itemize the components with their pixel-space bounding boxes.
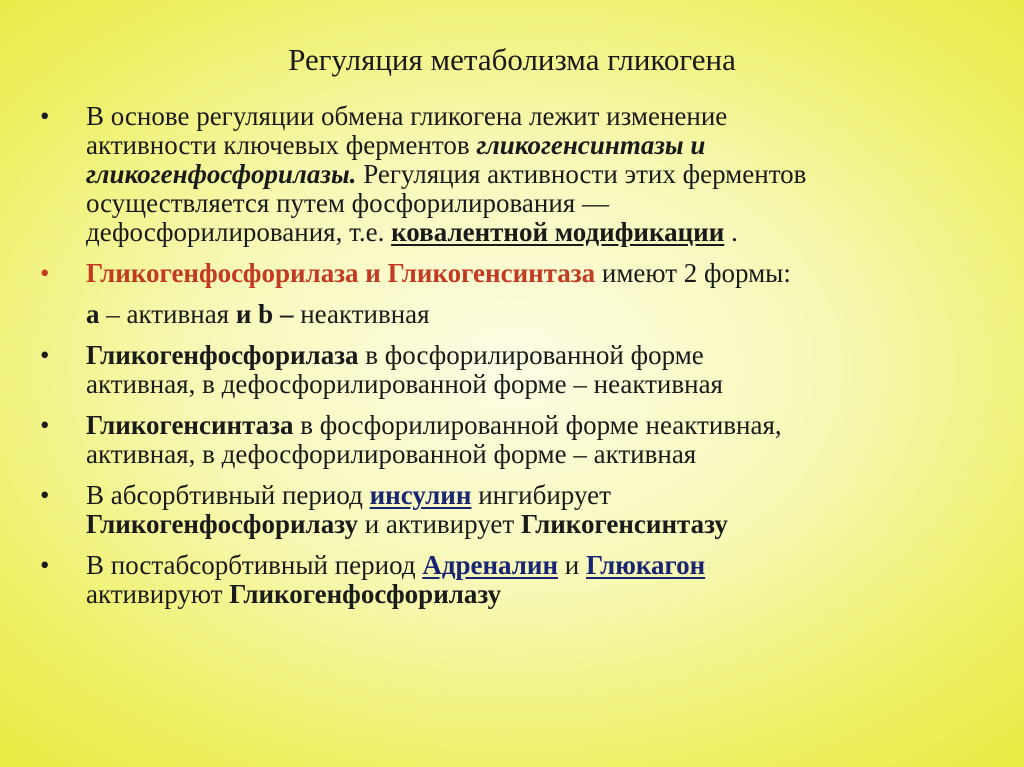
text: в фосфорилированной форме неактивная,	[293, 410, 782, 440]
enzyme-name: гликогенсинтазы и	[476, 130, 706, 160]
bullet-item-synthase	[0, 411, 1024, 469]
enzyme-name: Гликогенфосфорилазу	[86, 509, 358, 539]
enzymes-highlight: Гликогенфосфорилаза и Гликогенсинтаза	[86, 258, 596, 288]
covalent-modification-term: ковалентной модификации	[391, 217, 725, 247]
bullet-dot: •	[40, 258, 50, 288]
text: в фосфорилированной форме	[358, 340, 704, 370]
text: осуществляется путем фосфорилирования —	[86, 188, 609, 218]
form-a-label: а	[86, 299, 100, 329]
text: – активная	[99, 299, 236, 329]
text: активная, в дефосфорилированной форме – активная	[86, 439, 697, 469]
text: дефосфорилирования, т.е.	[86, 217, 392, 247]
slide-title: Регуляция метаболизма гликогена	[288, 42, 736, 77]
bullet-item-phosphorylase	[0, 341, 1024, 399]
form-b-label: b –	[251, 299, 294, 329]
adrenaline-link[interactable]: Адреналин	[422, 550, 559, 580]
text: В постабсорбтивный период	[86, 550, 423, 580]
bullet-dot: •	[40, 101, 50, 131]
enzyme-name: Гликогенфосфорилаза	[86, 340, 359, 370]
enzyme-name: гликогенфосфорилазы.	[86, 159, 357, 189]
text: Регуляция активности этих ферментов	[356, 159, 807, 189]
text: активности ключевых ферментов	[86, 130, 477, 160]
bullet-dot: •	[40, 340, 50, 370]
glucagon-link[interactable]: Глюкагон	[586, 550, 706, 580]
bullet-list	[0, 102, 1024, 609]
enzyme-name: Гликогенфосфорилазу	[229, 579, 502, 609]
text: ингибирует	[471, 480, 611, 510]
text: .	[724, 217, 738, 247]
text: и	[235, 299, 252, 329]
text: и	[558, 550, 586, 580]
text: имеют 2 формы:	[595, 258, 791, 288]
bullet-item-postabsorptive	[0, 551, 1024, 609]
bullet-item-absorptive	[0, 481, 1024, 539]
insulin-link[interactable]: инсулин	[369, 480, 472, 510]
bullet-dot: •	[40, 480, 50, 510]
text: активируют	[86, 579, 230, 609]
text: и активирует	[357, 509, 521, 539]
forms-description	[0, 300, 1024, 329]
enzyme-name: Гликогенсинтазу	[520, 509, 728, 539]
bullet-item-regulation-basis	[0, 102, 1024, 247]
text: В основе регуляции обмена гликогена лежит изменение	[86, 101, 728, 131]
bullet-dot: •	[40, 410, 50, 440]
text: активная, в дефосфорилированной форме – неактивная	[86, 369, 723, 399]
bullet-dot: •	[40, 550, 50, 580]
text: неактивная	[293, 299, 430, 329]
text: В абсорбтивный период	[86, 480, 370, 510]
enzyme-name: Гликогенсинтаза	[86, 410, 294, 440]
bullet-item-two-forms	[0, 259, 1024, 288]
